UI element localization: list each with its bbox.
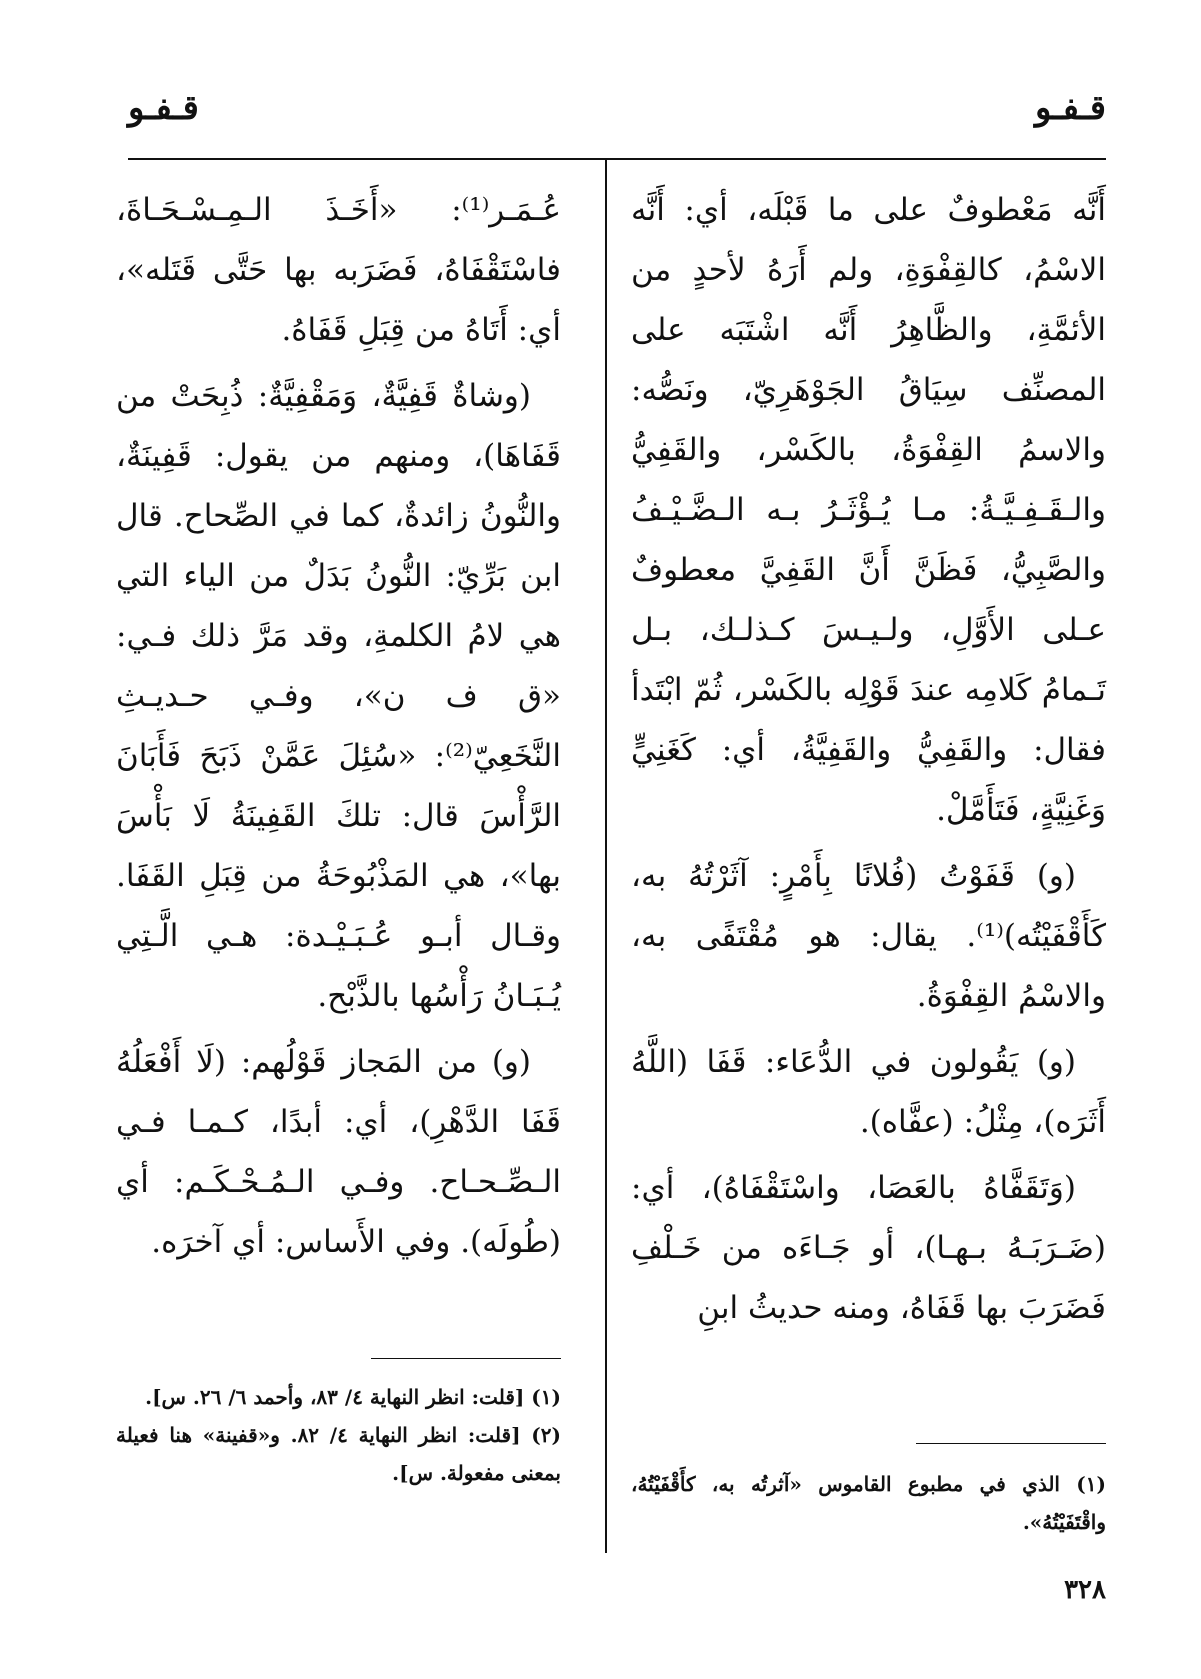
footnotes-left bbox=[116, 1378, 561, 1492]
paragraph: (وَتَقَفَّاهُ بالعَصَا، واسْتَقْفَاهُ)، أي: (ضَـرَبَـهُ بـهـا)، أو جَـاءَه من خَـلْفِ فَضَرَبَ بها قَفَاهُ، ومنه حديثُ ابنِ bbox=[631, 1170, 1106, 1326]
footnotes-right bbox=[631, 1465, 1106, 1541]
paragraph: (و) من المَجاز قَوْلُهم: (لَا أَفْعَلُهُ قَفَا الدَّهْرِ)، أي: أبدًا، كـمـا فـي الـصِّـحـاح. وفـي الـمُـحْـكَـم: أي (طُولَه). وفي الأَساس: أي آخرَه. bbox=[116, 1044, 561, 1260]
paragraph: (و) يَقُولون في الدُّعَاء: قَفَا (اللَّهُ أَثَرَه)، مِثْلُ: (عفَّاه). bbox=[631, 1044, 1106, 1140]
header-rule bbox=[128, 158, 1106, 160]
footnote: (١) [قلت: انظر النهاية ٤/ ٨٣، وأحمد ٦/ ٢٦. س]. bbox=[145, 1385, 561, 1409]
page-number: ٣٢٨ bbox=[1064, 1575, 1106, 1605]
left-column bbox=[116, 180, 561, 1278]
footnote-separator bbox=[916, 1443, 1106, 1444]
footnote: (٢) [قلت: انظر النهاية ٤/ ٨٢. و«قفينة» هنا فعيلة بمعنى مفعولة. س]. bbox=[116, 1423, 561, 1485]
footnote-separator bbox=[371, 1358, 561, 1359]
running-header-right: قـفـو bbox=[1035, 88, 1106, 128]
paragraph: أَنَّه مَعْطوفٌ على ما قَبْلَه، أي: أَنَّه الاسْمُ، كالقِفْوَةِ، ولم أَرَهُ لأحدٍ من الأئمَّةِ، والظَّاهِرُ أَنَّه اشْتَبَه على المصنِّف سِيَاقُ الجَوْهَرِيّ، ونَصُّه: والاسمُ القِفْوَةُ، بالكَسْر، والقَفِيُّ والـقَـفِـيَّـةُ: مـا يُـؤْثَـرُ بـه الـضَّـيْـفُ والصَّبِيُّ، فَظَنَّ أَنَّ القَفِيَّ معطوفٌ عـلى الأَوَّلِ، ولـيـسَ كـذلـك، بـل تَـمامُ كَلامِه عندَ قَوْلِه بالكَسْر، ثُمّ ابْتَدأ فقال: والقَفِيُّ والقَفِيَّةُ، أي: كَغَنِيٍّ وَغَنِيَّةٍ، فَتَأَمَّلْ. bbox=[631, 192, 1106, 828]
column-divider bbox=[605, 158, 607, 1553]
footnote: (١) الذي في مطبوع القاموس «آثرتُه به، كأَقْفَيْتُهُ، واقْتَفَيْتُهُ». bbox=[631, 1472, 1106, 1534]
paragraph: (وشاةٌ قَفِيَّةٌ، وَمَقْفِيَّةٌ: ذُبِحَتْ من قَفَاهَا)، ومنهم من يقول: قَفِينَةٌ، والنُّونُ زائدةٌ، كما في الصِّحاح. قال ابن بَرِّيّ: النُّونُ بَدَلٌ من الياء التي هي لامُ الكلمةِ، وقد مَرَّ ذلك فـي: «ق ف ن»، وفـي حـديـثِ النَّخَعِيّ⁽²⁾: «سُئِلَ عَمَّنْ ذَبَحَ فَأَبَانَ الرَّأْسَ قال: تلكَ القَفِينَةُ لَا بَأْسَ بها»، هي المَذْبُوحَةُ من قِبَلِ القَفَا. وقـال أبـو عُـبَـيْـدة: هـي الَّـتِي يُـبَـانُ رَأْسُها بالذَّبْح. bbox=[116, 378, 561, 1014]
paragraph: عُـمَـر⁽¹⁾: «أَخَـذَ الـمِـسْـحَـاةَ، فاسْتَقْفَاهُ، فَضَرَبه بها حَتَّى قَتَله»، أي: أَتَاهُ من قِبَلِ قَفَاهُ. bbox=[116, 192, 561, 348]
right-column bbox=[631, 180, 1106, 1344]
paragraph: (و) قَفَوْتُ (فُلانًا بِأَمْرٍ: آثَرْتُهُ به، كَأَقْفَيْتُه)⁽¹⁾. يقال: هو مُقْتَفًى به، والاسْمُ القِفْوَةُ. bbox=[631, 858, 1106, 1014]
running-header-left: قـفـو bbox=[128, 88, 199, 128]
